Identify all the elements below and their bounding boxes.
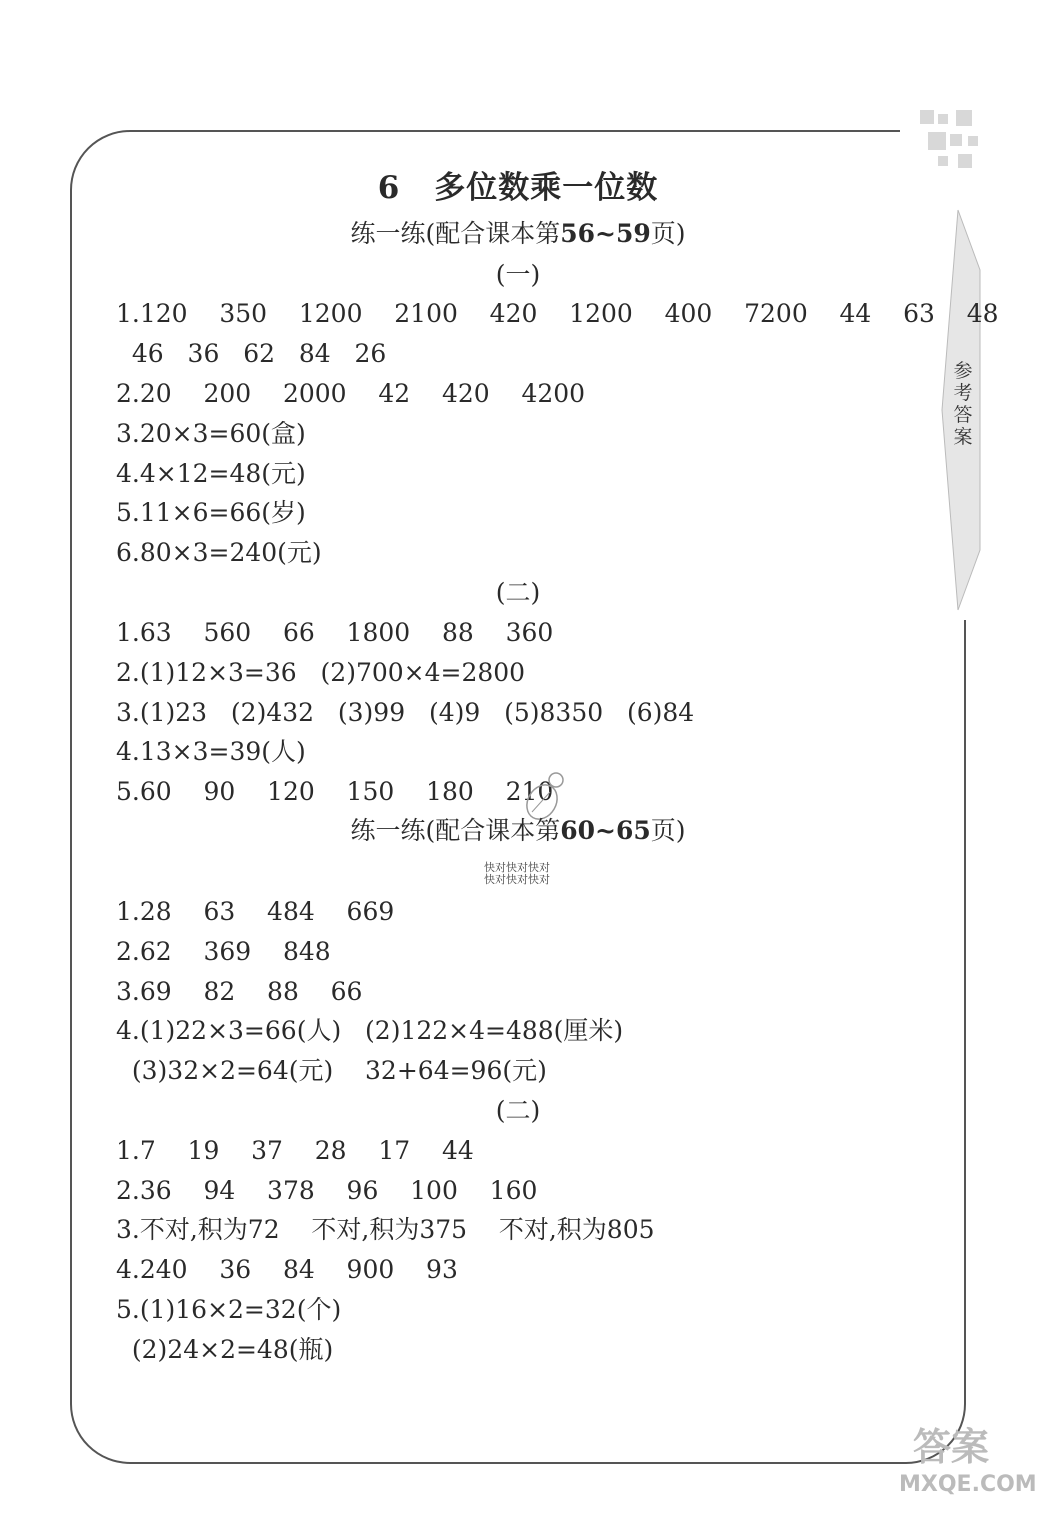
answer-line: 46 36 62 84 26 — [116, 339, 387, 368]
section-heading-two-2: (二) — [495, 1096, 541, 1125]
practice-heading-1-prefix: 练一练(配合课本第 — [350, 219, 561, 248]
practice-heading-1-pages: 56~59 — [560, 219, 651, 248]
practice-heading-2 — [0, 816, 1036, 846]
section-heading-one-1: (一) — [495, 260, 541, 289]
answer-line: 6.80×3=240(元) — [116, 538, 322, 567]
watermark-logo — [899, 1408, 1037, 1514]
answer-line: 2.(1)12×3=36 (2)700×4=2800 — [116, 658, 526, 687]
answer-line: 5.60 90 120 150 180 210 — [116, 777, 554, 806]
answer-line: (3)32×2=64(元) 32+64=96(元) — [116, 1056, 547, 1085]
practice-heading-2-prefix: 练一练(配合课本第 — [350, 816, 561, 845]
side-label: 参考答案 — [953, 360, 973, 448]
practice-heading-1-suffix: 页) — [650, 219, 686, 248]
section-heading-two-1: (二) — [495, 578, 541, 607]
answer-line: 3.69 82 88 66 — [116, 977, 363, 1006]
watermark-top: 答案 — [913, 1425, 990, 1469]
stamp-line-1: 快对快对快对 — [484, 861, 550, 874]
answer-line: 3.20×3=60(盒) — [116, 419, 306, 448]
answer-line: 2.62 369 848 — [116, 937, 331, 966]
answer-line: 3.不对,积为72 不对,积为375 不对,积为805 — [116, 1215, 655, 1244]
answer-line: 4.13×3=39(人) — [116, 737, 306, 766]
stamp — [484, 862, 550, 886]
answer-line: 3.(1)23 (2)432 (3)99 (4)9 (5)8350 (6)84 — [116, 698, 695, 727]
answer-line: 5.11×6=66(岁) — [116, 498, 306, 527]
practice-heading-1 — [0, 219, 1036, 249]
decorative-squares — [920, 110, 990, 180]
practice-heading-2-suffix: 页) — [650, 816, 686, 845]
chapter-title — [0, 170, 1036, 206]
practice-heading-2-pages: 60~65 — [560, 816, 651, 845]
answer-line: 2.36 94 378 96 100 160 — [116, 1176, 538, 1205]
answer-line: 4.240 36 84 900 93 — [116, 1255, 458, 1284]
answer-line: 4.(1)22×3=66(人) (2)122×4=488(厘米) — [116, 1016, 624, 1045]
answer-line: 1.28 63 484 669 — [116, 897, 395, 926]
chapter-name: 多位数乘一位数 — [434, 170, 659, 206]
answer-line: 1.63 560 66 1800 88 360 — [116, 618, 554, 647]
answer-line: 5.(1)16×2=32(个) — [116, 1295, 342, 1324]
answer-line: 1.7 19 37 28 17 44 — [116, 1136, 474, 1165]
watermark-bottom: MXQE.COM — [899, 1472, 1037, 1497]
stamp-line-2: 快对快对快对 — [484, 873, 550, 886]
answer-line: 1.120 350 1200 2100 420 1200 400 7200 44 63 48 — [116, 299, 999, 328]
answer-line: (2)24×2=48(瓶) — [116, 1335, 334, 1364]
answer-line: 2.20 200 2000 42 420 4200 — [116, 379, 586, 408]
chapter-number: 6 — [377, 170, 401, 206]
answer-line: 4.4×12=48(元) — [116, 459, 306, 488]
